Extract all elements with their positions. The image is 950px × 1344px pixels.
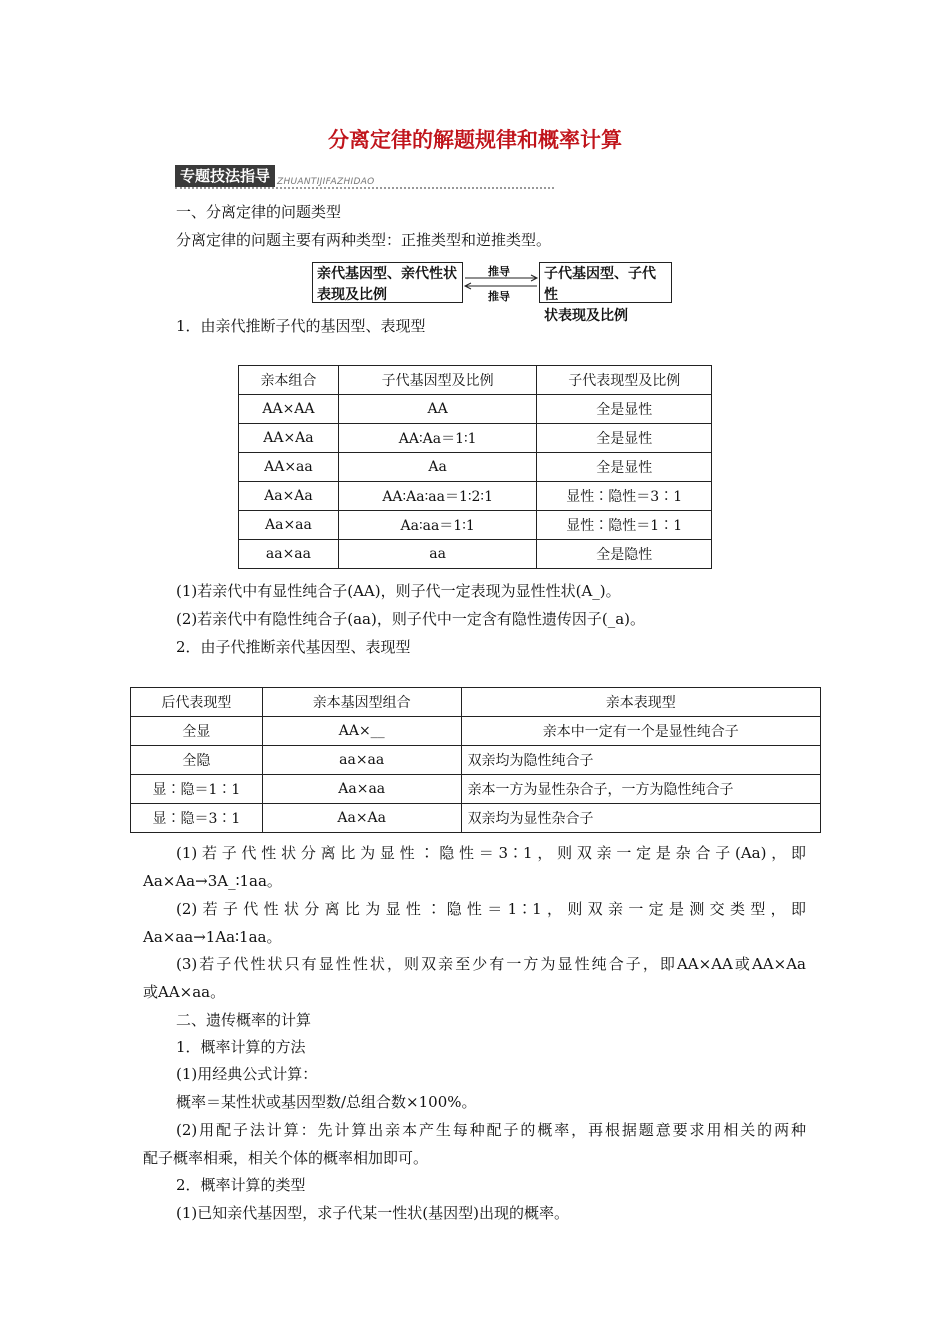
table-cell: 全是隐性	[537, 540, 712, 569]
table-cell: 全是显性	[537, 424, 712, 453]
table-row	[239, 540, 712, 569]
table-cell: 显∶隐＝1∶1	[131, 775, 263, 804]
table-cell: AA	[338, 395, 537, 424]
table-header: 亲本基因型组合	[262, 688, 461, 717]
banner-divider	[175, 187, 554, 189]
section2-sub2: 2．概率计算的类型	[176, 1176, 306, 1194]
flow-right-line1: 子代基因型、子代性	[544, 266, 656, 303]
table-row	[239, 511, 712, 540]
table-cell: aa×aa	[239, 540, 339, 569]
table-header-row	[131, 688, 821, 717]
flow-arrow-top-label: 推导	[488, 265, 510, 278]
table-cell: Aa×Aa	[239, 482, 339, 511]
table-cell: aa×aa	[262, 746, 461, 775]
table-cell: Aa∶aa＝1∶1	[338, 511, 537, 540]
table-row	[131, 746, 821, 775]
table-cell: Aa×Aa	[262, 804, 461, 833]
table-cell: Aa×aa	[239, 511, 339, 540]
table-cell: AA×Aa	[239, 424, 339, 453]
flow-box-offspring	[539, 262, 672, 324]
section1-sub2: 2．由子代推断亲代基因型、表现型	[176, 638, 411, 656]
table-cell: 亲本一方为显性杂合子，一方为隐性纯合子	[461, 775, 820, 804]
paragraph-1-line1: (1)若子代性状分离比为显性∶隐性＝3∶1，则双亲一定是杂合子(Aa)，即	[176, 844, 806, 862]
table-cell: 双亲均为隐性纯合子	[461, 746, 820, 775]
table-row	[131, 775, 821, 804]
note1: (1)若亲代中有显性纯合子(AA)，则子代一定表现为显性性状(A_)。	[176, 582, 621, 600]
table-header: 子代表现型及比例	[537, 366, 712, 395]
flow-arrow-bottom-label: 推导	[488, 290, 510, 303]
page-title: 分离定律的解题规律和概率计算	[328, 128, 622, 152]
table-header: 子代基因型及比例	[338, 366, 537, 395]
flow-right-line2: 状表现及比例	[544, 308, 628, 324]
banner-label: 专题技法指导	[175, 165, 275, 187]
table-row	[239, 424, 712, 453]
method2-line2: 配子概率相乘，相关个体的概率相加即可。	[143, 1149, 429, 1167]
paragraph-3-line1: (3)若子代性状只有显性性状，则双亲至少有一方为显性纯合子，即AA×AA或AA×Aa	[176, 955, 806, 973]
table-cell: 亲本中一定有一个是显性纯合子	[461, 717, 820, 746]
table-cell: 全是显性	[537, 395, 712, 424]
flow-left-line1: 亲代基因型、亲代性状	[317, 266, 457, 282]
table-row	[239, 453, 712, 482]
paragraph-1-line2: Aa×Aa→3A_∶1aa。	[143, 872, 282, 890]
table-header-row	[239, 366, 712, 395]
table-cell: 全隐	[131, 746, 263, 775]
paragraph-3-line2: 或AA×aa。	[143, 983, 226, 1001]
table-row	[239, 395, 712, 424]
table-cell: aa	[338, 540, 537, 569]
table-cell: AA×__	[262, 717, 461, 746]
table-cell: 显∶隐＝3∶1	[131, 804, 263, 833]
table-row	[131, 804, 821, 833]
method1: (1)用经典公式计算：	[176, 1065, 318, 1083]
table-cell: AA×aa	[239, 453, 339, 482]
flow-left-line2: 表现及比例	[317, 287, 387, 303]
section1-heading: 一、分离定律的问题类型	[176, 203, 342, 221]
section1-intro: 分离定律的问题主要有两种类型：正推类型和逆推类型。	[176, 231, 552, 249]
table-cell: 双亲均为显性杂合子	[461, 804, 820, 833]
table-cell: 显性∶隐性＝3∶1	[537, 482, 712, 511]
flow-arrows-icon	[463, 274, 539, 290]
table-header: 亲本表现型	[461, 688, 820, 717]
table-offspring-to-parent	[130, 687, 821, 833]
type1: (1)已知亲代基因型，求子代某一性状(基因型)出现的概率。	[176, 1204, 569, 1222]
table-header: 后代表现型	[131, 688, 263, 717]
formula: 概率＝某性状或基因型数/总组合数×100%。	[176, 1093, 477, 1111]
table-row	[239, 482, 712, 511]
method2-line1: (2)用配子法计算：先计算出亲本产生每种配子的概率，再根据题意要求用相关的两种	[176, 1121, 806, 1139]
table-row	[131, 717, 821, 746]
table-cell: 全是显性	[537, 453, 712, 482]
paragraph-2-line1: (2)若子代性状分离比为显性∶隐性＝1∶1，则双亲一定是测交类型，即	[176, 900, 806, 918]
paragraph-2-line2: Aa×aa→1Aa∶1aa。	[143, 928, 282, 946]
table-cell: Aa×aa	[262, 775, 461, 804]
flow-box-parent	[312, 262, 463, 303]
table-cell: Aa	[338, 453, 537, 482]
table-parent-to-offspring	[238, 365, 712, 569]
table-cell: AA∶Aa∶aa＝1∶2∶1	[338, 482, 537, 511]
section2-sub1: 1．概率计算的方法	[176, 1038, 306, 1056]
section1-sub1: 1．由亲代推断子代的基因型、表现型	[176, 317, 426, 335]
table-header: 亲本组合	[239, 366, 339, 395]
table-cell: 显性∶隐性＝1∶1	[537, 511, 712, 540]
table-cell: 全显	[131, 717, 263, 746]
section-banner	[175, 165, 375, 187]
banner-subtitle: ZHUANTIJIFAZHIDAO	[277, 177, 375, 187]
table-cell: AA×AA	[239, 395, 339, 424]
table-cell: AA∶Aa＝1∶1	[338, 424, 537, 453]
note2: (2)若亲代中有隐性纯合子(aa)，则子代中一定含有隐性遗传因子(_a)。	[176, 610, 645, 628]
section2-heading: 二、遗传概率的计算	[176, 1011, 312, 1029]
